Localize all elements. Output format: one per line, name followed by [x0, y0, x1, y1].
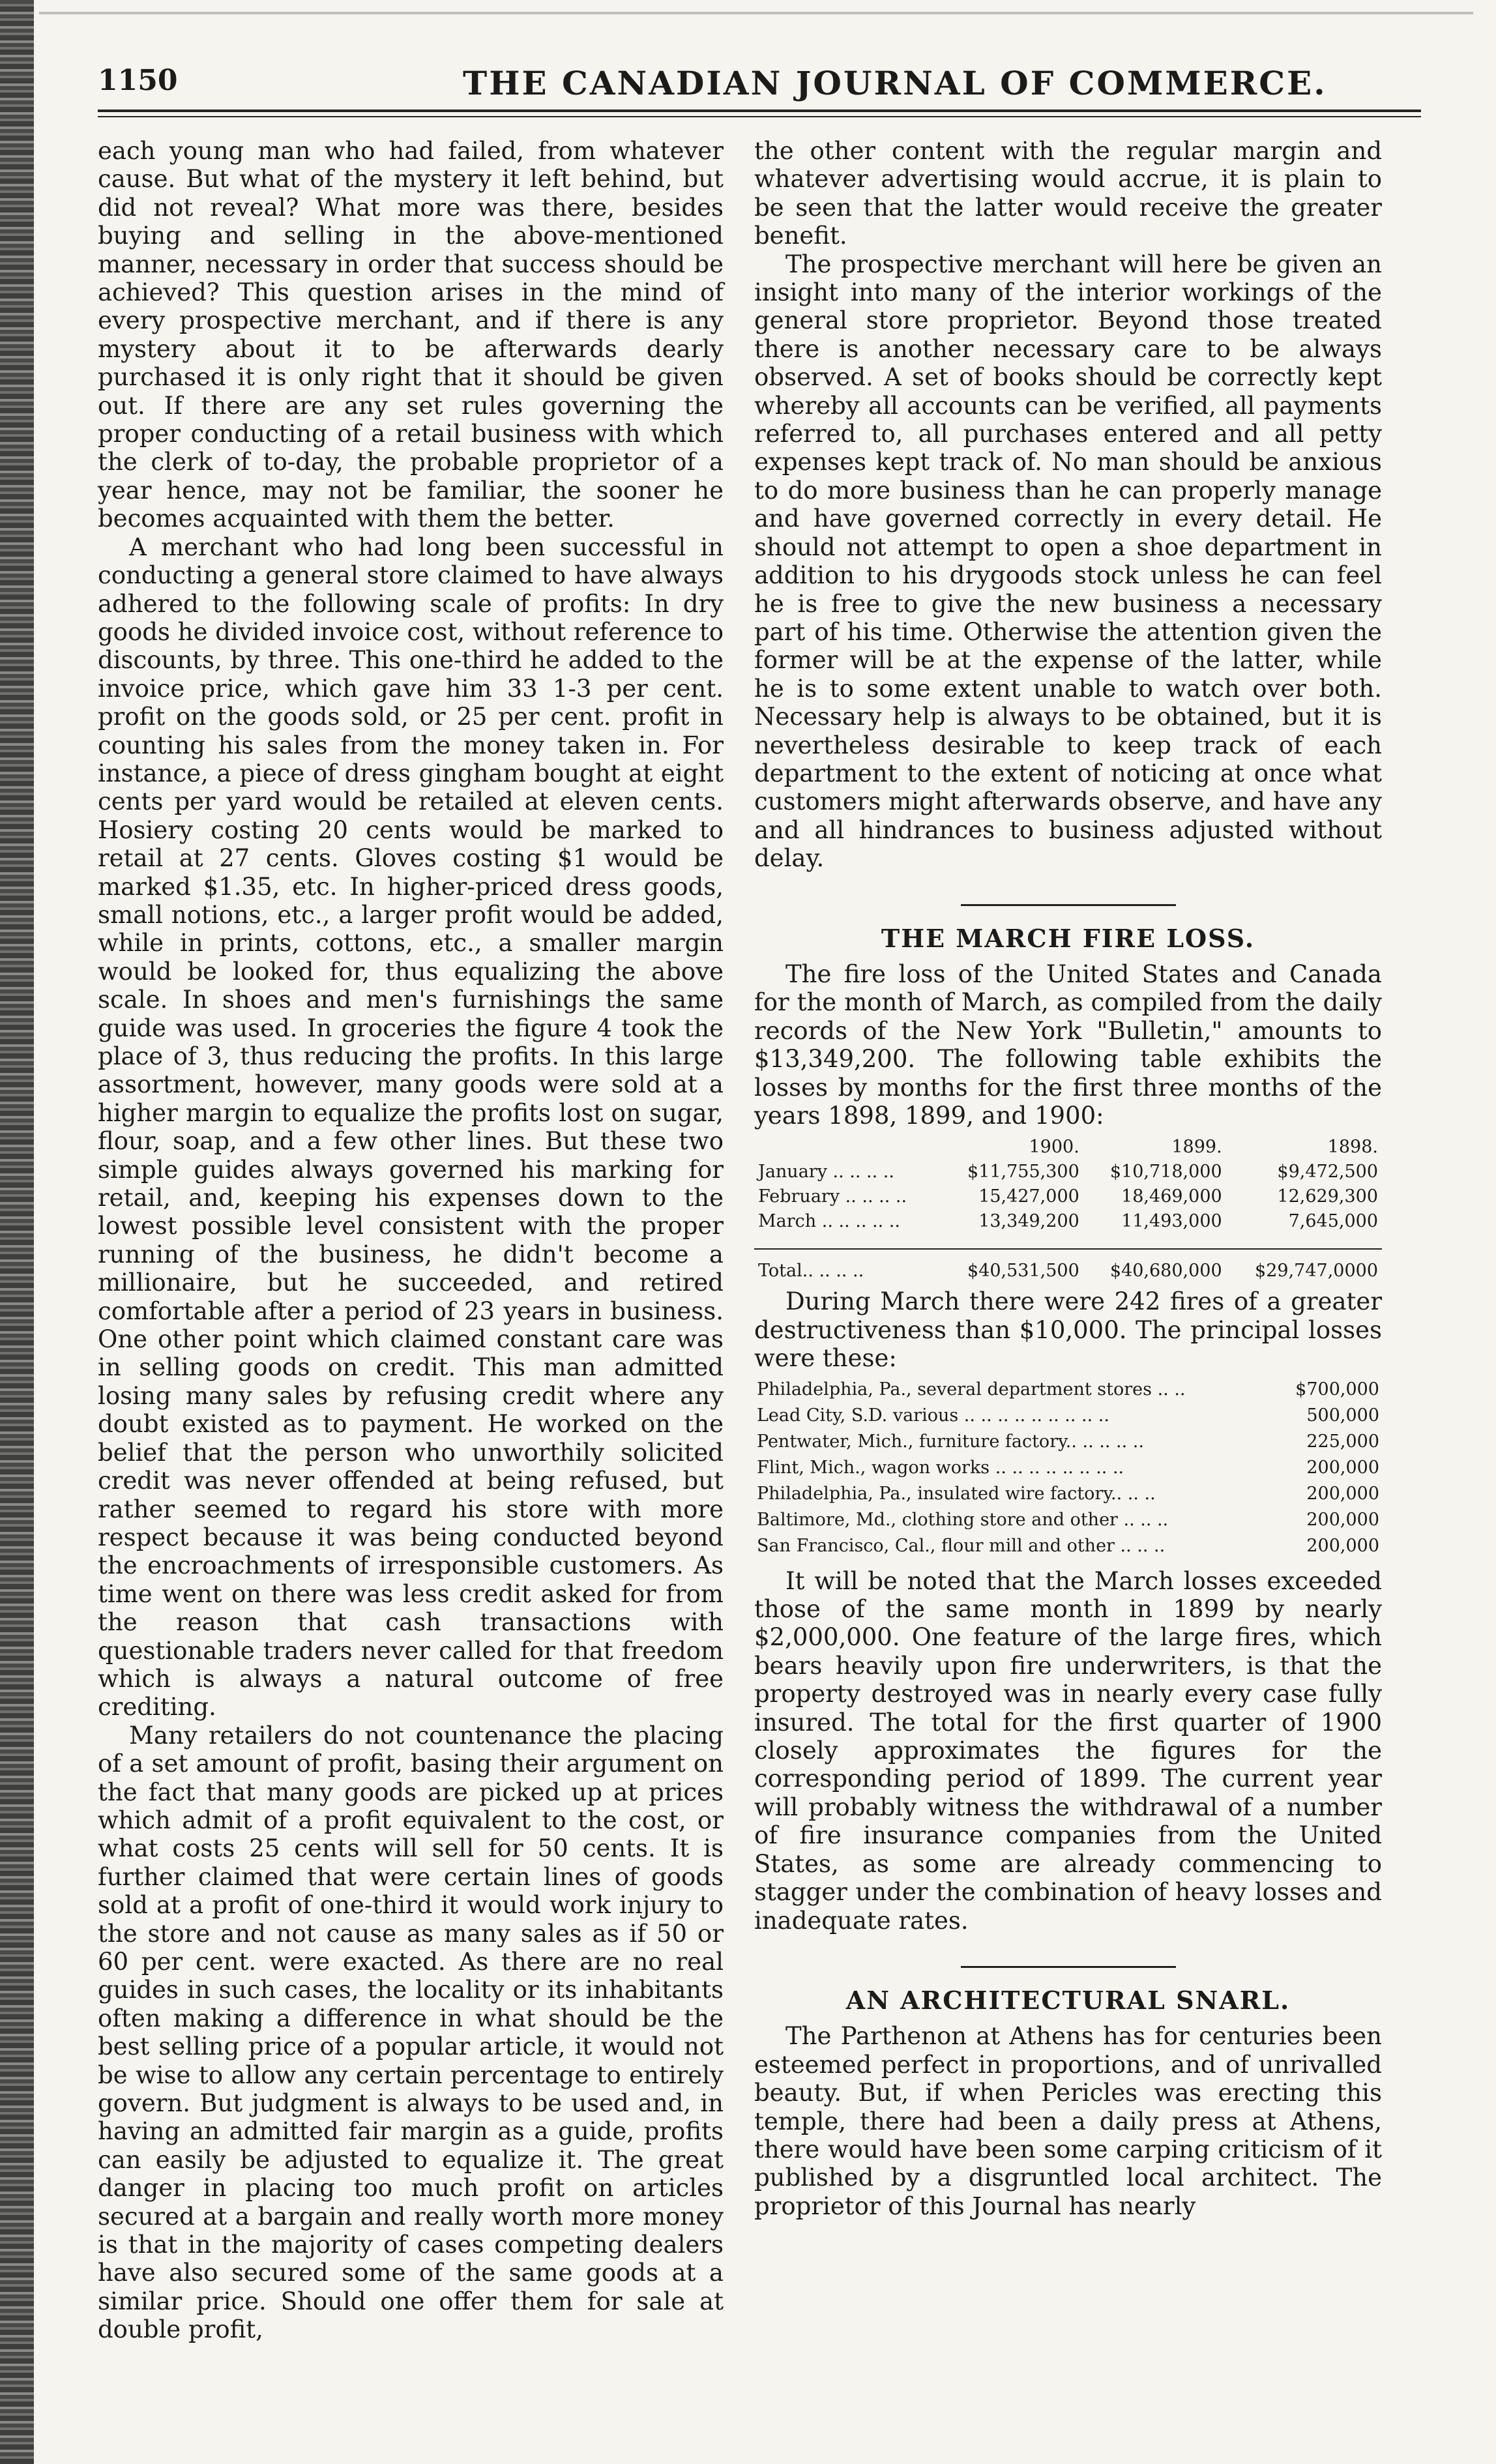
table-row — [754, 1209, 1382, 1234]
row-label: March .. .. .. .. .. — [758, 1211, 900, 1232]
article-paragraph: A merchant who had long been successful in conducting a general store claimed to have always adhered to the following scale of profits: In dry goods he divided invoice cost, without reference to discounts, by three. This one-third he added to the invoice price, which gave him 33 1-3 per cent. profit on the goods sold, or 25 per cent. profit in counting his sales from the money taken in. For instance, a piece of dress gingham bought at eight cents per yard would be retailed at eleven cents. Hosiery costing 20 cents would be marked to retail at 27 cents. Gloves costing $1 would be marked $1.35, etc. In higher-priced dress goods, small notions, etc., a larger profit would be added, while in prints, cottons, etc., a smaller margin would be looked for, thus equalizing the above scale. In shoes and men's furnishings the same guide was used. In groceries the figure 4 took the place of 3, thus reducing the profits. In this large assortment, however, many goods were sold at a higher margin to equalize the profits lost on sugar, flour, soap, and a few other lines. But these two simple guides always governed his marking for retail, and, keeping his expenses down to the lowest possible level consistent with the proper running of the business, he didn't become a millionaire, but he succeeded, and retired comfortable after a period of 23 years in business. One other point which claimed constant care was in selling goods on credit. This man admitted losing many sales by refusing credit where any doubt existed as to payment. He worked on the belief that the person who unworthily solicited credit was never offended at being refused, but rather seemed to regard his store with more respect because it was being conducted beyond the encroachments of irresponsible customers. As time went on there was less credit asked for from the reason that cash transactions with questionable traders never called for that freedom which is always a natural outcome of free crediting. — [98, 533, 724, 1722]
fire-loss-closing: It will be noted that the March losses exceeded those of the same month in 1899 by nearly $2,000,000. One feature of the large fires, which bears heavily upon fire underwriters, is that the property destroyed was in nearly every case fully insured. The total for the first quarter of 1900 closely approximates the figures for the corresponding period of 1899. The current year will probably witness the withdrawal of a number of fire insurance companies from the United States, as some are already commencing to stagger under the combination of heavy losses and inadequate rates. — [754, 1566, 1382, 1935]
loss-place: Philadelphia, Pa., several department stores .. .. — [757, 1379, 1186, 1400]
loss-amount: 200,000 — [1306, 1457, 1379, 1478]
table-row — [754, 1377, 1382, 1403]
cell-value: $40,680,000 — [1083, 1249, 1226, 1283]
table-total-row — [754, 1249, 1382, 1283]
column-header: 1899. — [1171, 1137, 1222, 1158]
right-column — [754, 137, 1382, 2220]
loss-amount: 200,000 — [1306, 1535, 1379, 1556]
loss-place: Philadelphia, Pa., insulated wire factory.. .. .. — [757, 1483, 1156, 1504]
fire-loss-intro: The fire loss of the United States and Canada for the month of March, as compiled from the daily records of the New York "Bulletin," amounts to $13,349,200. The following table exhibits the losses by months for the first three months of the years 1898, 1899, and 1900: — [754, 960, 1382, 1130]
loss-amount: $700,000 — [1295, 1379, 1379, 1400]
article-paragraph: each young man who had failed, from whatever cause. But what of the mystery it left behind, but did not reveal? What more was there, besides buying and selling in the above-mentioned manner, necessary in order that success should be achieved? This question arises in the mind of every prospective merchant, and if there is any mystery about it to be afterwards dearly purchased it is only right that it should be given out. If there are any set rules governing the proper conducting of a retail business with which the clerk of to-day, the probable proprietor of a year hence, may not be familiar, the sooner he becomes acquainted with them the better. — [98, 137, 724, 533]
section-divider — [961, 904, 1176, 906]
top-edge-rule — [39, 12, 1473, 14]
article-paragraph: The Parthenon at Athens has for centuries been esteemed perfect in proportions, and of unrivalled beauty. But, if when Pericles was erecting this temple, there had been a daily press at Athens, there would have been some carping criticism of it published by a disgruntled local architect. The proprietor of this Journal has nearly — [754, 2022, 1382, 2220]
table-row — [754, 1455, 1382, 1481]
cell-value: 18,469,000 — [1121, 1186, 1222, 1207]
column-header: 1898. — [1327, 1137, 1378, 1158]
section-title-fire-loss: THE MARCH FIRE LOSS. — [881, 923, 1255, 953]
table-row — [754, 1160, 1382, 1184]
scan-binding-edge — [0, 0, 34, 2464]
table-header-row — [754, 1135, 1382, 1160]
section-divider — [961, 1966, 1176, 1968]
header-double-rule — [98, 110, 1421, 117]
article-paragraph: the other content with the regular margin and whatever advertising would accrue, it is plain to be seen that the latter would receive the greater benefit. — [754, 137, 1382, 250]
cell-value: 13,349,200 — [978, 1211, 1079, 1232]
cell-value: $9,472,500 — [1277, 1162, 1378, 1182]
cell-value: 11,493,000 — [1121, 1211, 1222, 1232]
cell-value: $40,531,500 — [941, 1249, 1083, 1283]
loss-amount: 500,000 — [1306, 1405, 1379, 1426]
table-row — [754, 1429, 1382, 1455]
table-row — [754, 1184, 1382, 1209]
cell-value: 15,427,000 — [978, 1186, 1079, 1207]
cell-value: $10,718,000 — [1109, 1162, 1222, 1182]
row-label: Total.. .. .. .. — [754, 1249, 941, 1283]
cell-value: 7,645,000 — [1288, 1211, 1378, 1232]
article-paragraph: Many retailers do not countenance the placing of a set amount of profit, basing their argument on the fact that many goods are picked up at prices which admit of a profit equivalent to the cost, or what costs 25 cents will sell for 50 cents. It is further claimed that were certain lines of goods sold at a profit of one-third it would work injury to the store and not cause as many sales as if 50 or 60 per cent. were exacted. As there are no real guides in such cases, the locality or its inhabitants often making a difference in what should be the best selling price of a popular article, it would not be wise to allow any certain percentage to entirely govern. But judgment is always to be used and, in having an admitted fair margin as a guide, profits can easily be adjusted to equalize it. The great danger in placing too much profit on articles secured at a bargain and really worth more money is that in the majority of cases competing dealers have also secured some of the same goods at a similar price. Should one offer them for sale at double profit, — [98, 1721, 724, 2344]
cell-value: $11,755,300 — [967, 1162, 1079, 1182]
loss-amount: 225,000 — [1306, 1431, 1379, 1452]
row-label: February .. .. .. .. — [758, 1186, 907, 1207]
section-title-architectural: AN ARCHITECTURAL SNARL. — [845, 1985, 1291, 2015]
left-column — [98, 137, 724, 2344]
monthly-fire-loss-table — [754, 1135, 1382, 1283]
table-row — [754, 1507, 1382, 1533]
column-header: 1900. — [1029, 1137, 1079, 1158]
page-number: 1150 — [98, 64, 178, 97]
table-row — [754, 1533, 1382, 1559]
fire-loss-mid: During March there were 242 fires of a greater destructiveness than $10,000. The principal losses were these: — [754, 1287, 1382, 1373]
row-label: January .. .. .. .. — [758, 1162, 894, 1182]
cell-value: 12,629,300 — [1277, 1186, 1378, 1207]
loss-place: Baltimore, Md., clothing store and other .. .. .. — [757, 1509, 1169, 1530]
loss-place: Lead City, S.D. various .. .. .. .. .. .. .. .. .. — [757, 1405, 1109, 1426]
loss-place: Flint, Mich., wagon works .. .. .. .. .. .. .. .. — [757, 1457, 1124, 1478]
journal-title: THE CANADIAN JOURNAL OF COMMERCE. — [463, 64, 1327, 102]
loss-amount: 200,000 — [1306, 1483, 1379, 1504]
page-header — [98, 64, 1415, 110]
loss-place: Pentwater, Mich., furniture factory.. .. .. .. .. — [757, 1431, 1144, 1452]
loss-place: San Francisco, Cal., flour mill and other .. .. .. — [757, 1535, 1166, 1556]
table-row — [754, 1481, 1382, 1507]
principal-losses-table — [754, 1377, 1382, 1559]
table-row — [754, 1403, 1382, 1429]
cell-value: $29,747,0000 — [1226, 1249, 1382, 1283]
article-paragraph: The prospective merchant will here be given an insight into many of the interior workings of the general store proprietor. Beyond those treated there is another necessary care to be always observed. A set of books should be correctly kept whereby all accounts can be verified, all payments referred to, all purchases entered and all petty expenses kept track of. No man should be anxious to do more business than he can properly manage and have governed correctly in every detail. He should not attempt to open a shoe department in addition to his drygoods stock unless he can feel he is free to give the new business a necessary part of his time. Otherwise the attention given the former will be at the expense of the latter, while he is to some extent unable to watch over both. Necessary help is always to be obtained, but it is nevertheless desirable to keep track of each department to the extent of noticing at once what customers might afterwards observe, and have any and all hindrances to business adjusted without delay. — [754, 250, 1382, 873]
loss-amount: 200,000 — [1306, 1509, 1379, 1530]
